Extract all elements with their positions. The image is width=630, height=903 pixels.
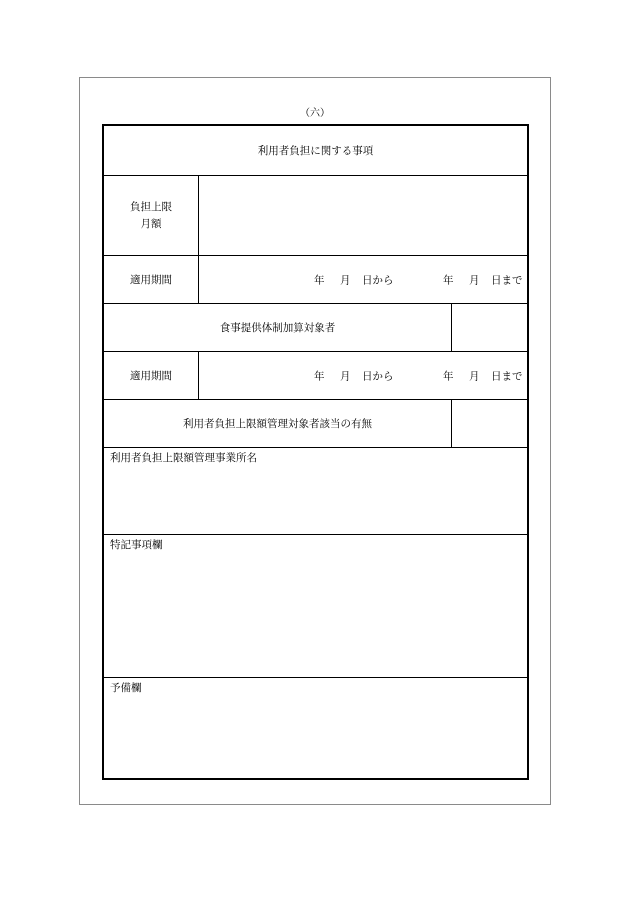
special-notes-box[interactable]: [104, 535, 527, 678]
management-target-row: [104, 400, 527, 448]
period2-field[interactable]: [199, 352, 527, 399]
period1-end-year: 年: [443, 274, 454, 286]
period2-end-day: 日まで: [491, 370, 523, 382]
limit-amount-label-line1: 負担上限: [130, 200, 172, 213]
special-notes-label: 特記事項欄: [110, 539, 163, 551]
management-target-field[interactable]: [452, 400, 527, 447]
limit-amount-label-line2: 月額: [140, 217, 162, 230]
period1-start-year: 年: [314, 274, 325, 286]
period2-end-month: 月: [469, 370, 480, 382]
management-office-label: 利用者負担上限額管理事業所名: [110, 452, 257, 464]
period2-end-year: 年: [443, 370, 454, 382]
period2-label: 適用期間: [104, 352, 199, 399]
reserve-label: 予備欄: [110, 682, 142, 694]
meal-label: 食事提供体制加算対象者: [104, 304, 452, 351]
reserve-box[interactable]: [104, 678, 527, 778]
period1-row: [104, 256, 527, 304]
period1-field[interactable]: [199, 256, 527, 303]
limit-amount-label: [104, 176, 199, 255]
meal-row: [104, 304, 527, 352]
form-header-row: [104, 126, 527, 176]
user-burden-form: [102, 124, 529, 780]
limit-amount-field[interactable]: [199, 176, 527, 255]
management-office-box[interactable]: [104, 448, 527, 535]
period2-row: [104, 352, 527, 400]
management-target-label: 利用者負担上限額管理対象者該当の有無: [104, 400, 452, 447]
meal-field[interactable]: [452, 304, 527, 351]
period1-label: 適用期間: [104, 256, 199, 303]
period1-end-day: 日まで: [491, 274, 523, 286]
form-header: 利用者負担に関する事項: [257, 145, 374, 157]
period2-start-day: 日から: [362, 370, 394, 382]
period1-end-month: 月: [469, 274, 480, 286]
limit-amount-row: [104, 176, 527, 256]
period2-start-month: 月: [340, 370, 351, 382]
period1-start-day: 日から: [362, 274, 394, 286]
page-number: （六）: [300, 108, 330, 119]
period2-start-year: 年: [314, 370, 325, 382]
period1-start-month: 月: [340, 274, 351, 286]
